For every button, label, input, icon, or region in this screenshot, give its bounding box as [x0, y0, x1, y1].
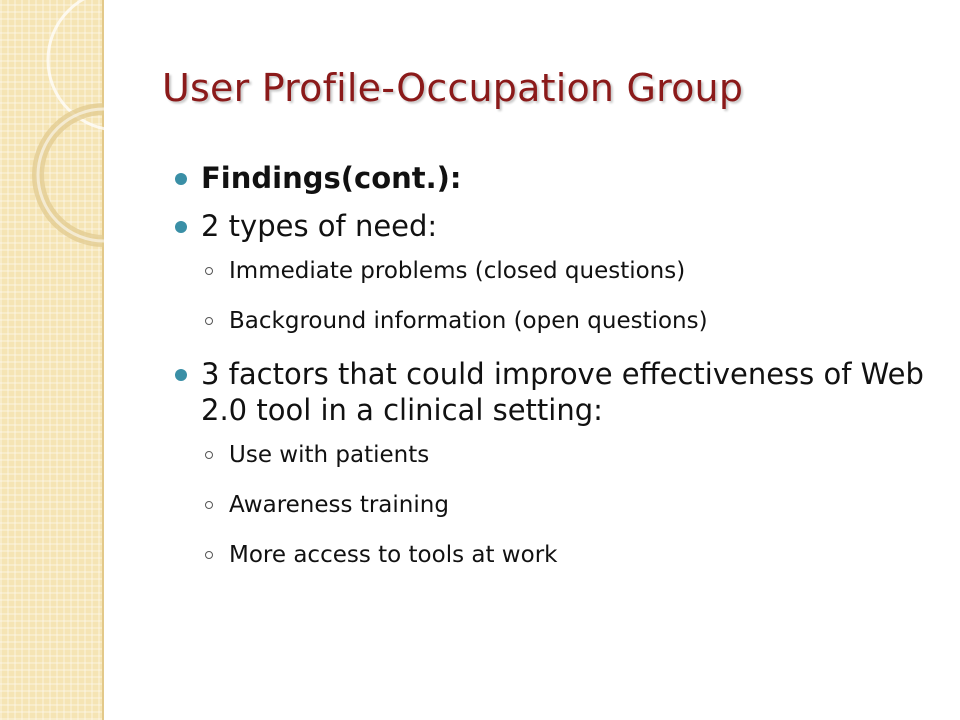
- bullet-text: 2 types of need:: [201, 209, 438, 243]
- sub-bullet-item: [175, 440, 935, 470]
- bullet-list: [175, 160, 935, 590]
- side-decoration-panel: [0, 0, 104, 720]
- bullet-dot-icon: [175, 221, 187, 233]
- sub-bullet-text: More access to tools at work: [229, 542, 558, 568]
- sub-bullet-item: [175, 540, 935, 570]
- sub-bullet-ring-icon: [205, 317, 213, 325]
- slide-title: User Profile-Occupation Group: [162, 66, 744, 110]
- decorative-rings-icon: [0, 0, 104, 300]
- bullet-item-types-of-need: [175, 208, 935, 244]
- sub-bullet-item: [175, 306, 935, 336]
- sub-bullet-text: Immediate problems (closed questions): [229, 258, 686, 284]
- sub-bullet-item: [175, 256, 935, 286]
- sub-bullet-text: Awareness training: [229, 492, 449, 518]
- sub-bullet-ring-icon: [205, 501, 213, 509]
- sub-bullet-ring-icon: [205, 451, 213, 459]
- bullet-dot-icon: [175, 173, 187, 185]
- bullet-item-factors: [175, 356, 935, 428]
- sub-bullet-text: Use with patients: [229, 442, 430, 468]
- bullet-text: 3 factors that could improve effectiveness of Web 2.0 tool in a clinical setting:: [201, 357, 924, 427]
- bullet-dot-icon: [175, 369, 187, 381]
- bullet-text: Findings(cont.):: [201, 161, 462, 195]
- sub-bullet-item: [175, 490, 935, 520]
- bullet-item-findings: [175, 160, 935, 196]
- sub-bullet-text: Background information (open questions): [229, 308, 708, 334]
- sub-bullet-ring-icon: [205, 551, 213, 559]
- sub-bullet-ring-icon: [205, 267, 213, 275]
